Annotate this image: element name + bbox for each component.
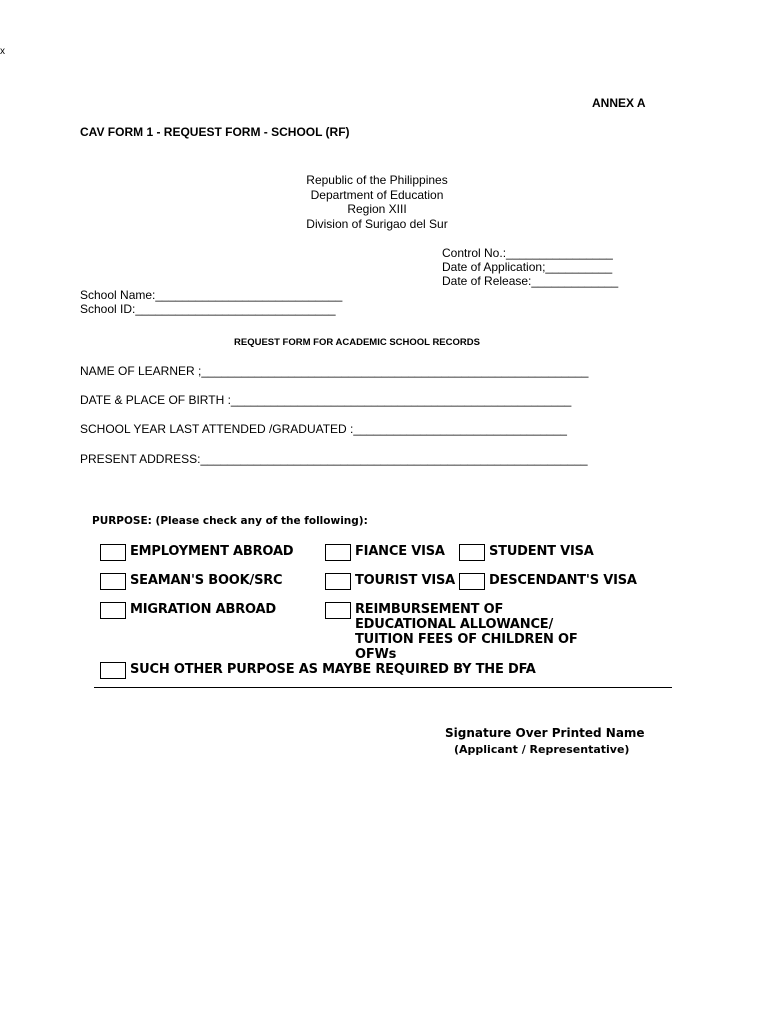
signature-sublabel: (Applicant / Representative) bbox=[454, 743, 630, 756]
option-label: SUCH OTHER PURPOSE AS MAYBE REQUIRED BY THE DFA bbox=[130, 662, 536, 677]
purpose-option-student-visa[interactable] bbox=[459, 544, 594, 561]
purpose-section bbox=[90, 512, 680, 762]
birth-date-place-field[interactable]: DATE & PLACE OF BIRTH :___________________________________________________ bbox=[80, 393, 572, 407]
school-name-field[interactable]: School Name:____________________________ bbox=[80, 288, 343, 302]
purpose-option-other-dfa[interactable] bbox=[100, 662, 536, 679]
learner-name-field[interactable]: NAME OF LEARNER ;__________________________________________________________ bbox=[80, 364, 589, 378]
checkbox[interactable] bbox=[325, 602, 351, 619]
control-info bbox=[442, 247, 618, 288]
school-id-field[interactable]: School ID:______________________________ bbox=[80, 301, 336, 316]
checkbox[interactable] bbox=[325, 573, 351, 590]
checkbox[interactable] bbox=[100, 573, 126, 590]
option-label: REIMBURSEMENT OF EDUCATIONAL ALLOWANCE/ TUITION FEES OF CHILDREN OF OFWs bbox=[355, 602, 578, 662]
purpose-option-fiance-visa[interactable] bbox=[325, 544, 445, 561]
option-label: STUDENT VISA bbox=[489, 544, 594, 559]
agency-header bbox=[240, 173, 514, 232]
purpose-option-seamans-book[interactable] bbox=[100, 573, 282, 590]
option-label: SEAMAN'S BOOK/SRC bbox=[130, 573, 283, 588]
header-line-region: Region XIII bbox=[347, 202, 407, 217]
purpose-option-reimbursement[interactable] bbox=[325, 602, 605, 662]
option-label: DESCENDANT'S VISA bbox=[489, 573, 637, 588]
purpose-option-descendants-visa[interactable] bbox=[459, 573, 637, 590]
purpose-option-tourist-visa[interactable] bbox=[325, 573, 455, 590]
header-line-department: Department of Education bbox=[310, 187, 444, 202]
form-title: CAV FORM 1 - REQUEST FORM - SCHOOL (RF) bbox=[80, 125, 350, 139]
signature-label: Signature Over Printed Name bbox=[445, 726, 645, 740]
school-info bbox=[80, 289, 342, 317]
purpose-option-employment-abroad[interactable] bbox=[100, 544, 293, 561]
header-line-division: Division of Surigao del Sur bbox=[306, 217, 448, 232]
checkbox[interactable] bbox=[100, 662, 126, 679]
signature-line[interactable] bbox=[94, 687, 672, 688]
school-year-field[interactable]: SCHOOL YEAR LAST ATTENDED /GRADUATED :________________________________ bbox=[80, 422, 567, 436]
purpose-title: PURPOSE: (Please check any of the following): bbox=[92, 515, 368, 527]
checkbox[interactable] bbox=[100, 602, 126, 619]
checkbox[interactable] bbox=[459, 544, 485, 561]
purpose-option-migration-abroad[interactable] bbox=[100, 602, 276, 619]
checkbox[interactable] bbox=[459, 573, 485, 590]
checkbox[interactable] bbox=[100, 544, 126, 561]
date-of-application-field[interactable]: Date of Application;__________ bbox=[442, 259, 613, 274]
present-address-field[interactable]: PRESENT ADDRESS:__________________________________________________________ bbox=[80, 452, 588, 466]
stray-mark: x bbox=[0, 46, 5, 57]
option-label: MIGRATION ABROAD bbox=[130, 602, 277, 617]
annex-label: ANNEX A bbox=[592, 96, 646, 110]
header-line-republic: Republic of the Philippines bbox=[306, 173, 448, 187]
checkbox[interactable] bbox=[325, 544, 351, 561]
control-no-field[interactable]: Control No.:________________ bbox=[442, 246, 613, 260]
option-label: EMPLOYMENT ABROAD bbox=[130, 544, 294, 559]
option-label: TOURIST VISA bbox=[355, 573, 456, 588]
request-title: REQUEST FORM FOR ACADEMIC SCHOOL RECORDS bbox=[234, 337, 480, 348]
date-of-release-field[interactable]: Date of Release:_____________ bbox=[442, 273, 619, 288]
option-label: FIANCE VISA bbox=[355, 544, 445, 559]
